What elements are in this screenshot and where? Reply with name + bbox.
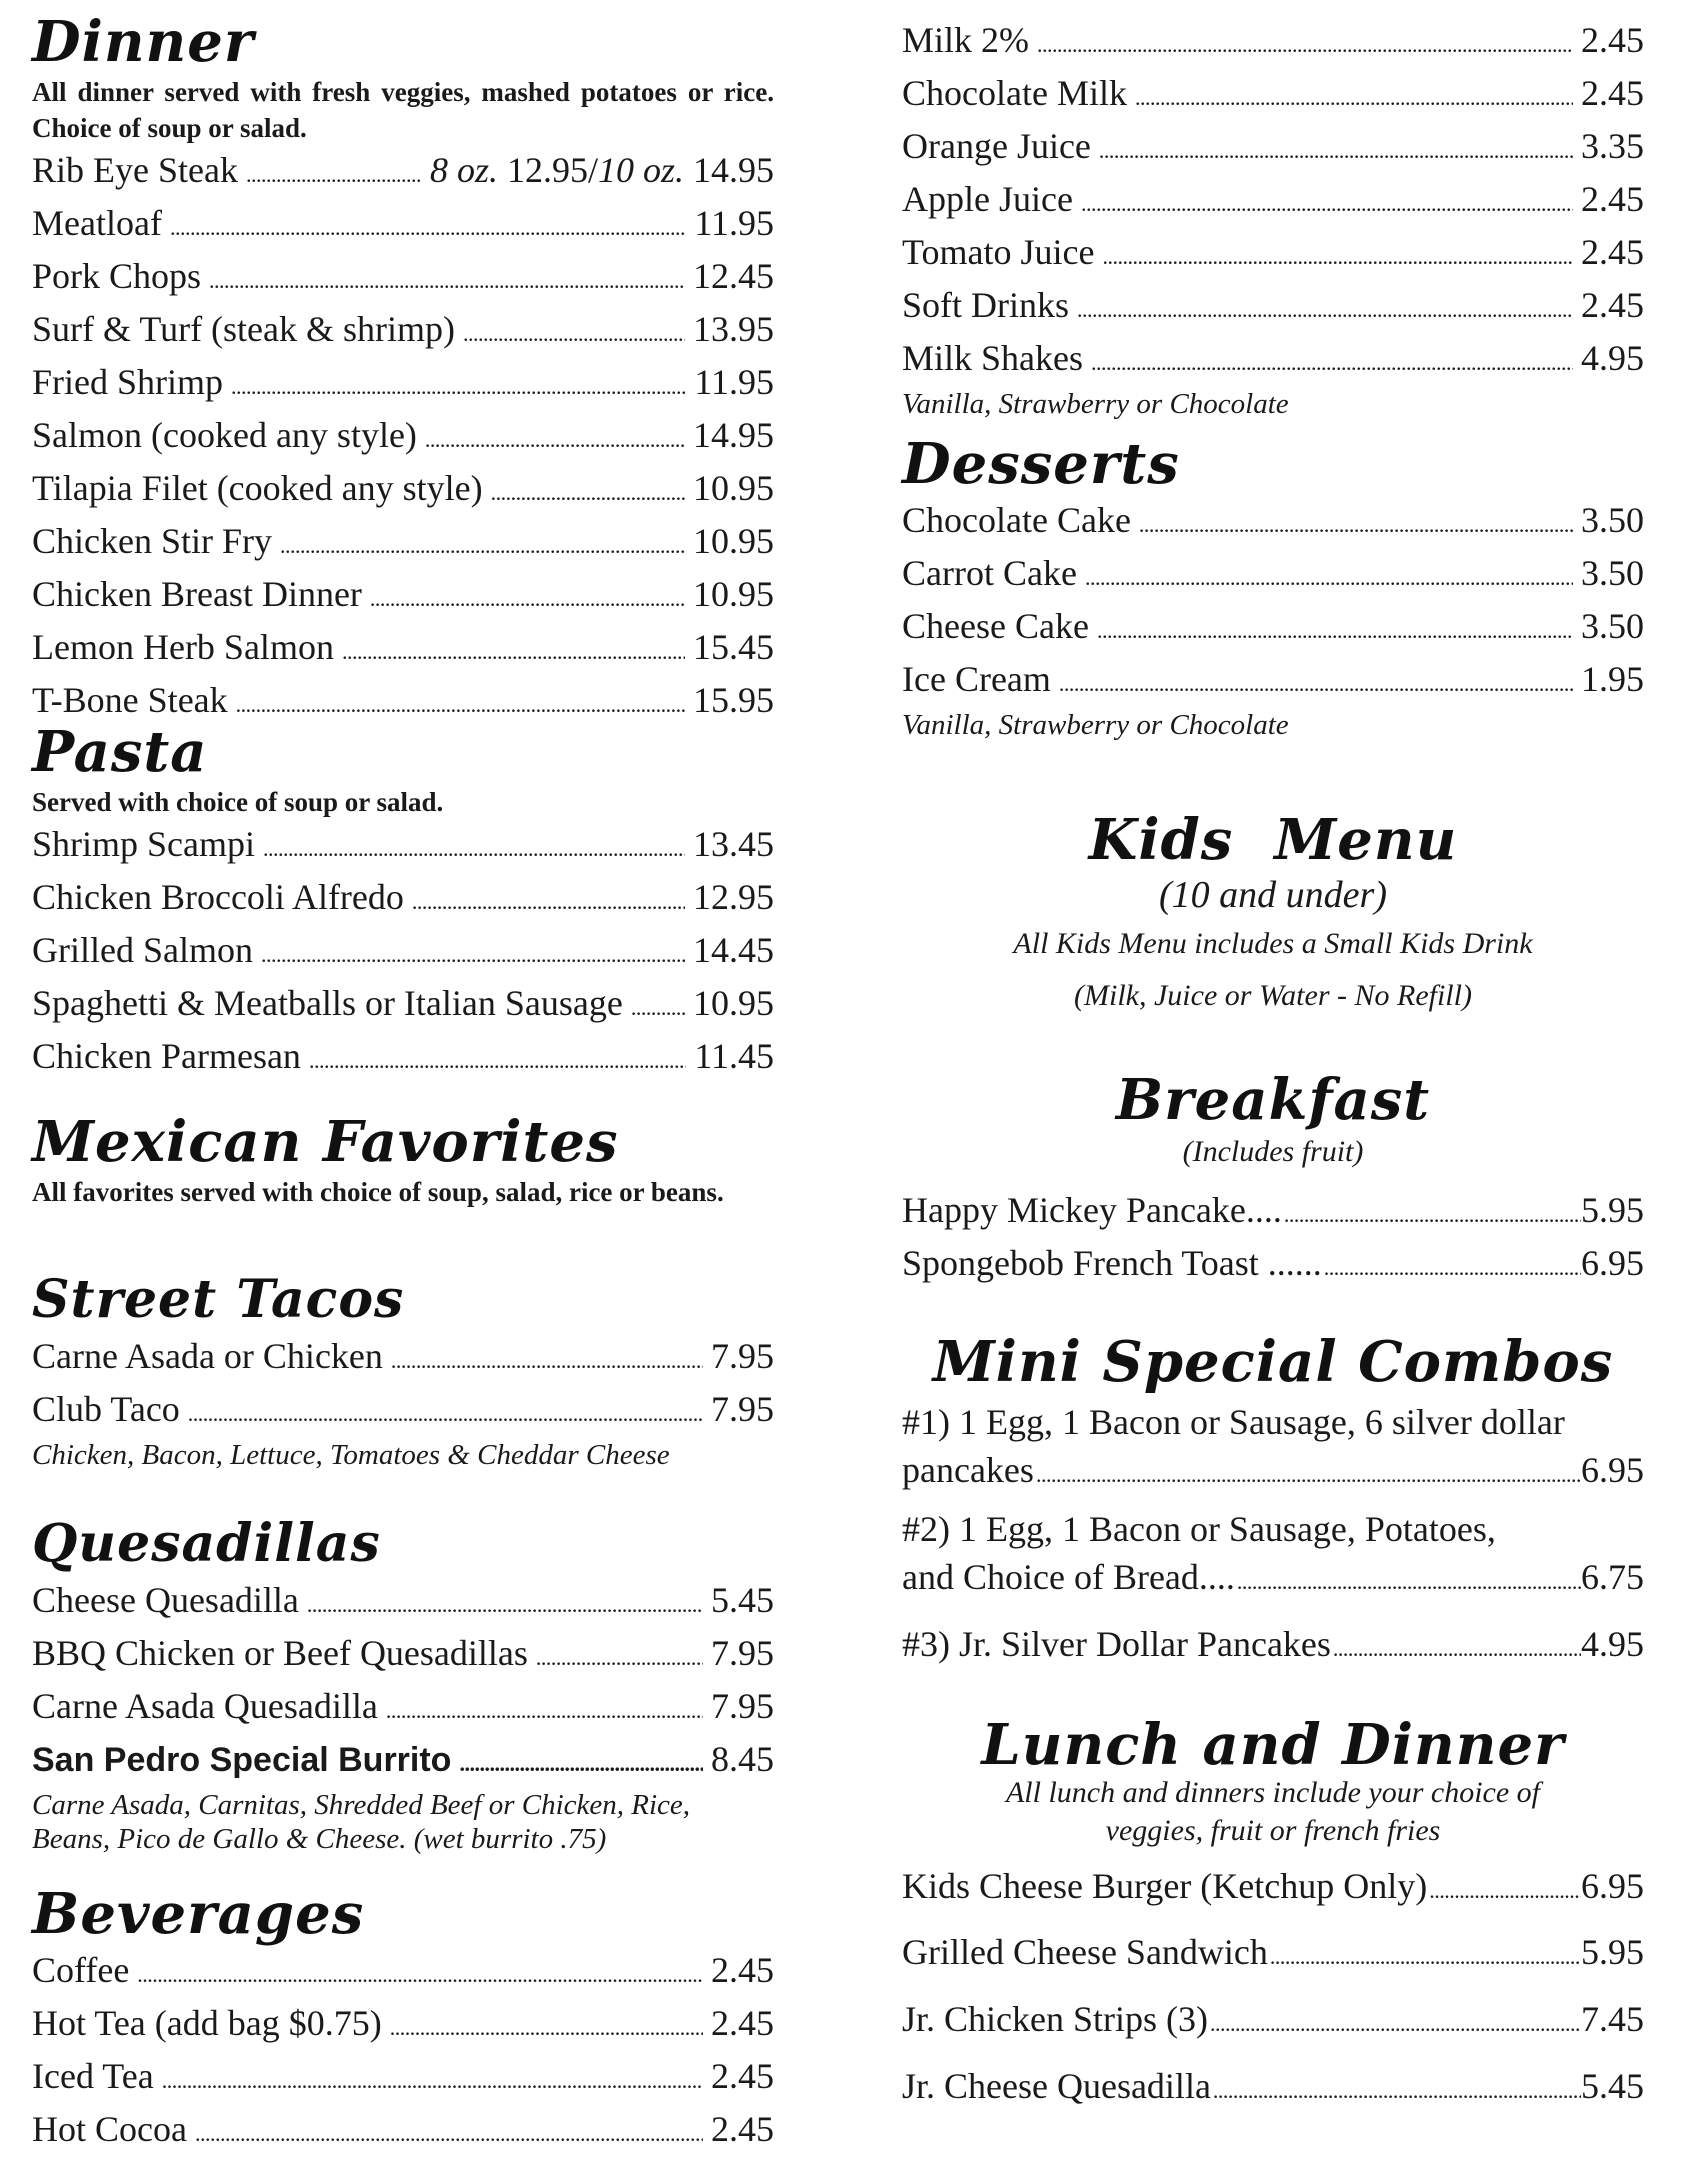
dot-leader [1102, 228, 1573, 281]
dinner-heading: Dinner [32, 9, 255, 75]
menu-item [902, 1239, 1644, 1292]
item-name: Spaghetti & Meatballs or Italian Sausage [32, 983, 623, 1023]
item-price: 2.45 [711, 2003, 774, 2043]
dot-leader [263, 820, 685, 873]
item-price: 1.95 [1581, 659, 1644, 699]
dot-leader [1097, 602, 1573, 655]
item-price: 6.95 [1581, 1450, 1644, 1490]
dot-leader [1077, 281, 1573, 334]
combos-section [902, 1330, 1644, 1673]
breakfast-sub: (Includes fruit) [1182, 1135, 1364, 1168]
menu-item [32, 305, 774, 358]
dot-leader [1324, 1239, 1581, 1292]
dinner-note: All dinner served with fresh veggies, mashed potatoes or rice. Choice of soup or salad. [32, 77, 774, 143]
item-name: Rib Eye Steak [32, 150, 238, 190]
menu-item [32, 252, 774, 305]
mexican-section [32, 1110, 774, 1210]
dot-leader [631, 979, 685, 1032]
item-description: Carne Asada, Carnitas, Shredded Beef or Chicken, Rice, Beans, Pico de Gallo & Cheese. (wet burrito .75) [32, 1789, 691, 1855]
kids-note-drink: (Milk, Juice or Water - No Refill) [1074, 979, 1472, 1012]
dot-leader [536, 1629, 703, 1682]
item-name: Hot Cocoa [32, 2109, 187, 2149]
quesadillas-heading: Quesadillas [32, 1513, 381, 1574]
tacos-heading: Street Tacos [32, 1269, 405, 1330]
breakfast-section [902, 1068, 1644, 1292]
dot-leader [231, 358, 686, 411]
item-price: 2.45 [711, 2056, 774, 2096]
beverages-section [32, 1882, 774, 2158]
dot-leader [1284, 1186, 1581, 1239]
desserts-heading: Desserts [902, 431, 1180, 497]
item-price: 10.95 [693, 574, 774, 614]
item-name: Ice Cream [902, 659, 1051, 699]
kids-note: All Kids Menu includes a Small Kids Drink [1013, 927, 1533, 960]
quesadillas-section [32, 1512, 774, 1856]
menu-item [32, 1576, 774, 1629]
menu-item [32, 517, 774, 570]
dot-leader [137, 1946, 703, 1999]
menu-item [902, 655, 1644, 708]
item-name: Grilled Cheese Sandwich [902, 1932, 1268, 1972]
combo-line: #2) 1 Egg, 1 Bacon or Sausage, Potatoes, [902, 1509, 1496, 1549]
item-price: 2.45 [1581, 73, 1644, 113]
item-price: 14.45 [693, 930, 774, 970]
item-price: 8.45 [711, 1739, 774, 1779]
menu-item [32, 464, 774, 517]
menu-item [902, 1921, 1644, 1988]
item-size: 10 oz. [597, 150, 684, 190]
item-price: 3.50 [1581, 500, 1644, 540]
menu-item [32, 1629, 774, 1682]
item-price: 6.75 [1581, 1557, 1644, 1597]
dot-leader [1036, 1446, 1581, 1499]
menu-item [902, 69, 1644, 122]
mexican-note: All favorites served with choice of soup, salad, rice or beans. [32, 1177, 724, 1207]
item-price: 11.45 [694, 1036, 774, 1076]
menu-item [902, 334, 1644, 387]
dot-leader [209, 252, 685, 305]
dot-leader [246, 146, 422, 199]
item-description: Vanilla, Strawberry or Chocolate [902, 709, 1289, 741]
kids-heading: Kids Menu [1088, 807, 1458, 873]
menu-item [902, 1620, 1644, 1673]
menu-item [32, 979, 774, 1032]
item-price: 12.95 [693, 877, 774, 917]
menu-item [32, 1999, 774, 2052]
pasta-section [32, 720, 774, 1085]
dot-leader [309, 1032, 686, 1085]
menu-item [32, 199, 774, 252]
menu-item [902, 602, 1644, 655]
item-price: 7.95 [711, 1336, 774, 1376]
item-name: Fried Shrimp [32, 362, 224, 402]
item-name: Meatloaf [32, 203, 162, 243]
item-price: 12.95/ [506, 150, 598, 190]
menu-item [902, 1988, 1644, 2055]
lunch-section [902, 1712, 1644, 2122]
menu-item [902, 1186, 1644, 1239]
menu-item [32, 873, 774, 926]
desserts-section [902, 432, 1644, 742]
item-name: Kids Cheese Burger (Ketchup Only) [902, 1866, 1428, 1906]
menu-item [902, 281, 1644, 334]
item-price: 4.95 [1581, 338, 1644, 378]
item-price: 12.45 [693, 256, 774, 296]
item-price: 5.45 [1581, 2066, 1644, 2106]
dot-leader [280, 517, 685, 570]
item-name: Milk Shakes [902, 338, 1084, 378]
pasta-heading: Pasta [32, 719, 208, 785]
menu-item [902, 175, 1644, 228]
dot-leader [370, 570, 685, 623]
item-price: 6.95 [1581, 1866, 1644, 1906]
beverages-continued [902, 16, 1644, 421]
item-price: 2.45 [711, 2109, 774, 2149]
item-name: Carne Asada Quesadilla [32, 1686, 378, 1726]
item-price: 15.45 [693, 627, 774, 667]
item-name: Club Taco [32, 1389, 180, 1429]
menu-item [902, 228, 1644, 281]
item-name: pancakes [902, 1450, 1034, 1490]
item-name: Jr. Chicken Strips (3) [902, 1999, 1208, 2039]
menu-item [902, 122, 1644, 175]
dot-leader [1213, 2055, 1581, 2122]
item-name: Jr. Cheese Quesadilla [902, 2066, 1211, 2106]
pasta-note: Served with choice of soup or salad. [32, 787, 444, 817]
item-price: 3.35 [1581, 126, 1644, 166]
dot-leader [1059, 655, 1573, 708]
dot-leader [491, 464, 685, 517]
dot-leader [188, 1385, 703, 1438]
dot-leader [1085, 549, 1573, 602]
item-name: Chicken Breast Dinner [32, 574, 362, 614]
dot-leader [1429, 1856, 1581, 1921]
menu-item [32, 1946, 774, 1999]
item-size: 8 oz. [429, 150, 498, 190]
item-description: Vanilla, Strawberry or Chocolate [902, 388, 1289, 420]
item-price: 4.95 [1581, 1624, 1644, 1664]
item-price: 11.95 [694, 362, 774, 402]
menu-item [32, 623, 774, 676]
item-price: 7.95 [711, 1633, 774, 1673]
combos-heading: Mini Special Combos [932, 1329, 1614, 1395]
item-name: Iced Tea [32, 2056, 154, 2096]
dot-leader [1081, 175, 1573, 228]
dot-leader [261, 926, 685, 979]
item-name: Grilled Salmon [32, 930, 253, 970]
item-name: Chicken Stir Fry [32, 521, 272, 561]
dot-leader [1333, 1620, 1581, 1673]
dot-leader [459, 1735, 703, 1788]
item-price: 15.95 [693, 680, 774, 720]
menu-item [902, 2055, 1644, 2122]
dot-leader [1270, 1921, 1581, 1988]
item-price: 14.95 [693, 150, 774, 190]
menu-item [32, 570, 774, 623]
item-name: Chocolate Milk [902, 73, 1127, 113]
item-price: 5.95 [1581, 1932, 1644, 1972]
item-price: 10.95 [693, 521, 774, 561]
menu-item [902, 1446, 1644, 1499]
item-name: Tomato Juice [902, 232, 1095, 272]
item-price: 14.95 [693, 415, 774, 455]
tacos-section [32, 1268, 774, 1472]
item-name: Carrot Cake [902, 553, 1077, 593]
menu-item [32, 358, 774, 411]
menu-item [902, 1553, 1644, 1606]
item-name: San Pedro Special Burrito [32, 1741, 452, 1779]
dinner-section [32, 10, 774, 729]
item-name: #3) Jr. Silver Dollar Pancakes [902, 1624, 1331, 1664]
item-description: Chicken, Bacon, Lettuce, Tomatoes & Cheddar Cheese [32, 1439, 670, 1471]
menu-item [902, 16, 1644, 69]
menu-item [32, 1735, 774, 1788]
item-name: Chicken Broccoli Alfredo [32, 877, 404, 917]
dot-leader [390, 1999, 703, 2052]
dot-leader [1210, 1988, 1581, 2055]
kids-section [902, 808, 1644, 1022]
item-name: Apple Juice [902, 179, 1073, 219]
item-name: T-Bone Steak [32, 680, 228, 720]
item-price: 7.45 [1581, 1999, 1644, 2039]
item-name: Cheese Quesadilla [32, 1580, 299, 1620]
item-price: 3.50 [1581, 606, 1644, 646]
item-price: 3.50 [1581, 553, 1644, 593]
item-name: Salmon (cooked any style) [32, 415, 417, 455]
item-name: BBQ Chicken or Beef Quesadillas [32, 1633, 528, 1673]
item-name: Surf & Turf (steak & shrimp) [32, 309, 455, 349]
item-price: 5.45 [711, 1580, 774, 1620]
dot-leader [1099, 122, 1573, 175]
item-name: Cheese Cake [902, 606, 1089, 646]
menu-item [32, 1682, 774, 1735]
lunch-note: All lunch and dinners include your choice of veggies, fruit or french fries [1005, 1776, 1541, 1847]
item-price: 7.95 [711, 1686, 774, 1726]
dot-leader [342, 623, 685, 676]
item-name: Coffee [32, 1950, 130, 1990]
item-price: 6.95 [1581, 1243, 1644, 1283]
item-name: Shrimp Scampi [32, 824, 255, 864]
item-price: 13.45 [693, 824, 774, 864]
item-name: Hot Tea (add bag $0.75) [32, 2003, 382, 2043]
item-price: 2.45 [1581, 285, 1644, 325]
dot-leader [463, 305, 685, 358]
menu-item [32, 1032, 774, 1085]
item-price: 2.45 [1581, 232, 1644, 272]
item-name: Pork Chops [32, 256, 202, 296]
dot-leader [162, 2052, 703, 2105]
item-price: 10.95 [693, 468, 774, 508]
item-name: Soft Drinks [902, 285, 1070, 325]
dot-leader [391, 1332, 703, 1385]
item-name: Chocolate Cake [902, 500, 1131, 540]
menu-item [902, 549, 1644, 602]
dot-leader [195, 2105, 703, 2158]
dot-leader [170, 199, 686, 252]
dot-leader [307, 1576, 703, 1629]
menu-item [32, 820, 774, 873]
dot-leader [1139, 496, 1573, 549]
item-name: Happy Mickey Pancake.... [902, 1190, 1282, 1230]
mexican-heading: Mexican Favorites [32, 1109, 619, 1175]
item-name: Spongebob French Toast ...... [902, 1243, 1322, 1283]
item-price: 2.45 [711, 1950, 774, 1990]
item-name: Carne Asada or Chicken [32, 1336, 383, 1376]
item-price: 11.95 [694, 203, 774, 243]
menu-item [32, 1385, 774, 1438]
dot-leader [412, 873, 685, 926]
item-price: 5.95 [1581, 1190, 1644, 1230]
dot-leader [1091, 334, 1573, 387]
menu-item [902, 496, 1644, 549]
item-name: Tilapia Filet (cooked any style) [32, 468, 483, 508]
item-price: 13.95 [693, 309, 774, 349]
item-price: 2.45 [1581, 179, 1644, 219]
item-name: Milk 2% [902, 20, 1030, 60]
item-name: and Choice of Bread.... [902, 1557, 1235, 1597]
beverages-heading: Beverages [32, 1881, 365, 1947]
item-price: 7.95 [711, 1389, 774, 1429]
menu-item [32, 926, 774, 979]
dot-leader [1237, 1553, 1581, 1606]
item-price: 10.95 [693, 983, 774, 1023]
dot-leader [425, 411, 685, 464]
menu-item [32, 2105, 774, 2158]
dot-leader [1037, 16, 1573, 69]
menu-item [902, 1856, 1644, 1921]
combo-line: #1) 1 Egg, 1 Bacon or Sausage, 6 silver dollar [902, 1402, 1565, 1442]
dot-leader [386, 1682, 703, 1735]
menu-item [32, 2052, 774, 2105]
dot-leader [1135, 69, 1573, 122]
breakfast-heading: Breakfast [1115, 1067, 1431, 1133]
menu-item [32, 146, 774, 199]
menu-item [32, 411, 774, 464]
lunch-heading: Lunch and Dinner [981, 1712, 1565, 1778]
menu-item [32, 1332, 774, 1385]
kids-age: (10 and under) [1159, 874, 1387, 916]
item-name: Chicken Parmesan [32, 1036, 301, 1076]
item-price: 2.45 [1581, 20, 1644, 60]
item-name: Lemon Herb Salmon [32, 627, 334, 667]
item-name: Orange Juice [902, 126, 1091, 166]
